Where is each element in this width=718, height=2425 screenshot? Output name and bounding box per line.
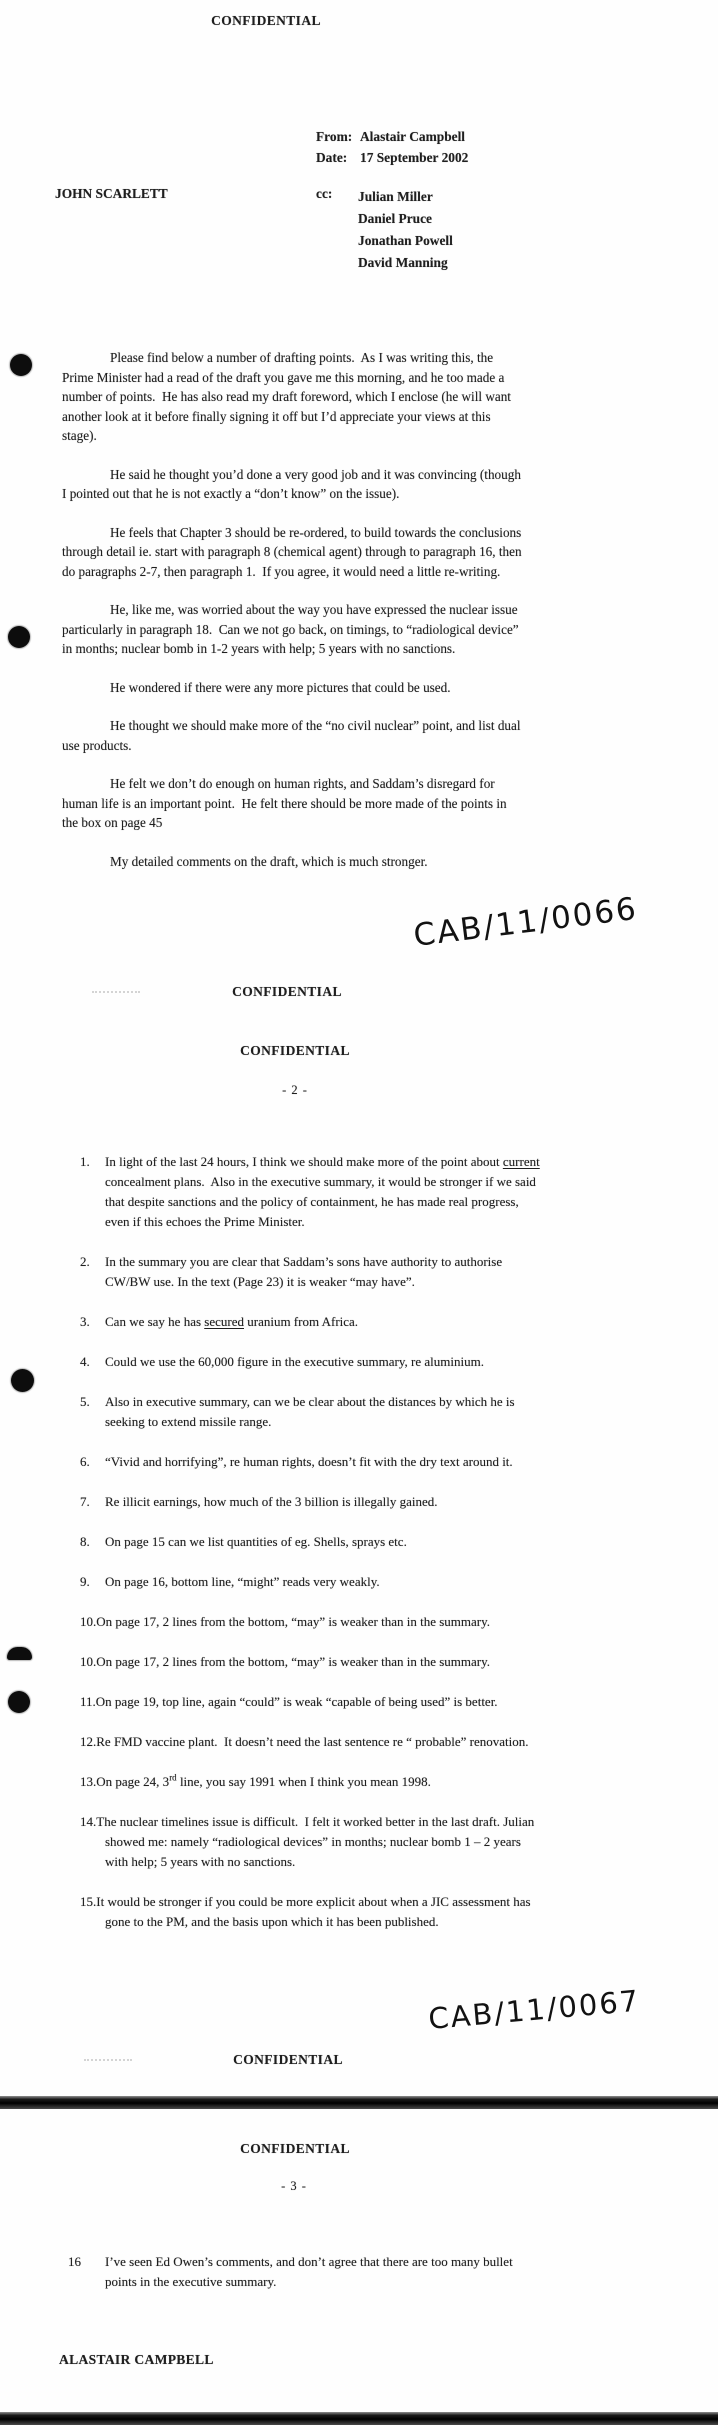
point-text: On page 24, 3 bbox=[96, 1774, 170, 1789]
point-number: 2. bbox=[80, 1254, 90, 1269]
signature-name: ALASTAIR CAMPBELL bbox=[59, 2352, 214, 2367]
numbered-point bbox=[68, 2252, 516, 2292]
numbered-point bbox=[80, 1532, 540, 1552]
point-text: Can we say he has bbox=[105, 1314, 205, 1329]
point-text: Re illicit earnings, how much of the 3 billion is illegally gained. bbox=[105, 1494, 438, 1509]
point-number: 8. bbox=[80, 1534, 90, 1549]
point-number: 1. bbox=[80, 1154, 90, 1169]
numbered-points-list bbox=[80, 1152, 543, 1952]
hole-punch-mark bbox=[10, 354, 32, 376]
underlined-text: secured bbox=[204, 1314, 244, 1329]
point-number: 5. bbox=[80, 1394, 90, 1409]
classification-footer-page2: CONFIDENTIAL bbox=[233, 2052, 343, 2067]
recipient-name: JOHN SCARLETT bbox=[55, 186, 168, 201]
memo-paragraph: He thought we should make more of the “no civil nuclear” point, and list dual use products. bbox=[62, 718, 524, 753]
memo-paragraph: He, like me, was worried about the way you have expressed the nuclear issue particularly in paragraph 18. Can we not go back, on timings, to “radiological device” in months; nuclear bomb in 1-2 years with help; 5 years with no sanctions. bbox=[62, 602, 522, 656]
point-text: concealment plans. Also in the executive summary, it would be stronger if we said that despite sanctions and the policy of containment, he has made real progress, even if this echoes the Prime Minister. bbox=[105, 1154, 543, 1229]
classification-header-page3: CONFIDENTIAL bbox=[240, 2141, 350, 2156]
memo-paragraph: He said he thought you’d done a very good job and it was convincing (though I pointed out that he is not exactly a “don’t know” on the issue). bbox=[62, 466, 525, 501]
cc-recipient: David Manning bbox=[358, 255, 448, 270]
point-number: 4. bbox=[80, 1354, 90, 1369]
point-number: 14. bbox=[80, 1814, 97, 1829]
classification-header-page2: CONFIDENTIAL bbox=[240, 1043, 350, 1058]
cc-recipient: Julian Miller bbox=[358, 189, 433, 204]
point-number: 13. bbox=[80, 1774, 97, 1789]
numbered-point bbox=[80, 1152, 543, 1232]
numbered-points-list-page3 bbox=[68, 2252, 516, 2312]
cc-recipient-list bbox=[358, 186, 453, 274]
hole-punch-mark bbox=[7, 1647, 32, 1660]
point-number: 9. bbox=[80, 1574, 90, 1589]
cc-recipient: Daniel Pruce bbox=[358, 211, 433, 226]
point-text: The nuclear timelines issue is difficult. I felt it worked better in the last draft. Julian showed me: namely “radiological devices” in months; nuclear bomb 1 – 2 years with help; 5 years with no sanctions. bbox=[96, 1814, 538, 1869]
point-number: 10. bbox=[80, 1614, 97, 1629]
from-label: From: bbox=[316, 129, 353, 144]
numbered-point bbox=[80, 1772, 540, 1792]
page-number-3: - 3 - bbox=[281, 2179, 307, 2193]
numbered-point bbox=[80, 1612, 540, 1632]
point-text: line, you say 1991 when I think you mean 1998. bbox=[176, 1774, 431, 1789]
point-number: 15. bbox=[80, 1894, 97, 1909]
page-number-2: - 2 - bbox=[282, 1083, 308, 1097]
handwritten-archive-ref: CAB/11/0067 bbox=[427, 1983, 642, 2036]
point-text: On page 17, 2 lines from the bottom, “may” is weaker than in the summary. bbox=[96, 1614, 491, 1629]
hole-punch-mark bbox=[8, 1691, 30, 1713]
page-separator-bar bbox=[0, 2096, 718, 2109]
point-text: On page 19, top line, again “could” is weak “capable of being used” is better. bbox=[95, 1694, 498, 1709]
underlined-text: current bbox=[502, 1154, 540, 1169]
point-text: In the summary you are clear that Saddam’s sons have authority to authorise CW/BW use. In the text (Page 23) it is weaker “may have”. bbox=[105, 1254, 506, 1289]
scan-edge-bar bbox=[0, 2412, 718, 2425]
hole-punch-mark bbox=[11, 1369, 34, 1392]
point-number: 6. bbox=[80, 1454, 90, 1469]
memo-paragraph: He feels that Chapter 3 should be re-ordered, to build towards the conclusions through detail ie. start with paragraph 8 (chemical agent) through to paragraph 16, then do paragraphs 2-7, then paragraph 1. If you agree, it would need a little re-writing. bbox=[62, 524, 525, 579]
numbered-point bbox=[80, 1732, 540, 1752]
point-number: 12. bbox=[80, 1734, 97, 1749]
numbered-point bbox=[80, 1312, 540, 1332]
numbered-point bbox=[80, 1452, 540, 1472]
point-number: 3. bbox=[80, 1314, 90, 1329]
numbered-point bbox=[80, 1392, 540, 1432]
classification-header-page1: CONFIDENTIAL bbox=[211, 13, 321, 28]
point-text: It would be stronger if you could be more explicit about when a JIC assessment has gone to the PM, and the basis upon which it has been published. bbox=[96, 1894, 534, 1929]
numbered-point bbox=[80, 1892, 540, 1932]
point-text: Also in executive summary, can we be clear about the distances by which he is seeking to extend missile range. bbox=[105, 1394, 518, 1429]
numbered-point bbox=[80, 1492, 540, 1512]
superscript-text: rd bbox=[169, 1772, 177, 1783]
point-number: 11. bbox=[80, 1694, 96, 1709]
numbered-point bbox=[80, 1572, 540, 1592]
from-value: Alastair Campbell bbox=[360, 129, 466, 144]
point-text: Re FMD vaccine plant. It doesn’t need the last sentence re “ probable” renovation. bbox=[96, 1734, 529, 1749]
memo-paragraph: My detailed comments on the draft, which is much stronger. bbox=[110, 853, 428, 869]
point-text: In light of the last 24 hours, I think we should make more of the point about bbox=[105, 1154, 503, 1169]
date-label: Date: bbox=[316, 150, 348, 165]
classification-footer-page1: CONFIDENTIAL bbox=[232, 984, 342, 999]
point-text: Could we use the 60,000 figure in the executive summary, re aluminium. bbox=[105, 1354, 484, 1369]
point-text: On page 15 can we list quantities of eg. Shells, sprays etc. bbox=[105, 1534, 407, 1549]
numbered-point bbox=[80, 1652, 540, 1672]
date-value: 17 September 2002 bbox=[360, 150, 469, 165]
point-text: I’ve seen Ed Owen’s comments, and don’t agree that there are too many bullet points in the executive summary. bbox=[105, 2254, 516, 2289]
point-text: On page 17, 2 lines from the bottom, “may” is weaker than in the summary. bbox=[96, 1654, 491, 1669]
point-text: “Vivid and horrifying”, re human rights, doesn’t fit with the dry text around it. bbox=[105, 1454, 513, 1469]
handwritten-archive-ref: CAB/11/0066 bbox=[411, 890, 640, 954]
memo-paragraph: He felt we don’t do enough on human rights, and Saddam’s disregard for human life is an important point. He felt there should be more made of the points in the box on page 45 bbox=[62, 776, 510, 830]
memo-body bbox=[62, 348, 526, 890]
point-text: uranium from Africa. bbox=[243, 1314, 359, 1329]
point-text: On page 16, bottom line, “might” reads very weakly. bbox=[105, 1574, 380, 1589]
cc-recipient: Jonathan Powell bbox=[358, 233, 453, 248]
numbered-point bbox=[80, 1252, 540, 1292]
numbered-point bbox=[80, 1352, 540, 1372]
memo-paragraph: He wondered if there were any more pictures that could be used. bbox=[110, 679, 451, 695]
hole-punch-mark bbox=[8, 626, 30, 648]
cc-label: cc: bbox=[316, 186, 333, 201]
numbered-point bbox=[80, 1812, 540, 1872]
memo-paragraph: Please find below a number of drafting points. As I was writing this, the Prime Minister had a read of the draft you gave me this morning, and he too made a number of points. He has also read my draft foreword, which I enclose (he will want another look at it before finally signing it off but I’d appreciate your views at this stage). bbox=[62, 350, 515, 443]
point-number: 10. bbox=[80, 1654, 97, 1669]
numbered-point bbox=[80, 1692, 540, 1712]
point-number: 16 bbox=[68, 2254, 81, 2269]
point-number: 7. bbox=[80, 1494, 90, 1509]
